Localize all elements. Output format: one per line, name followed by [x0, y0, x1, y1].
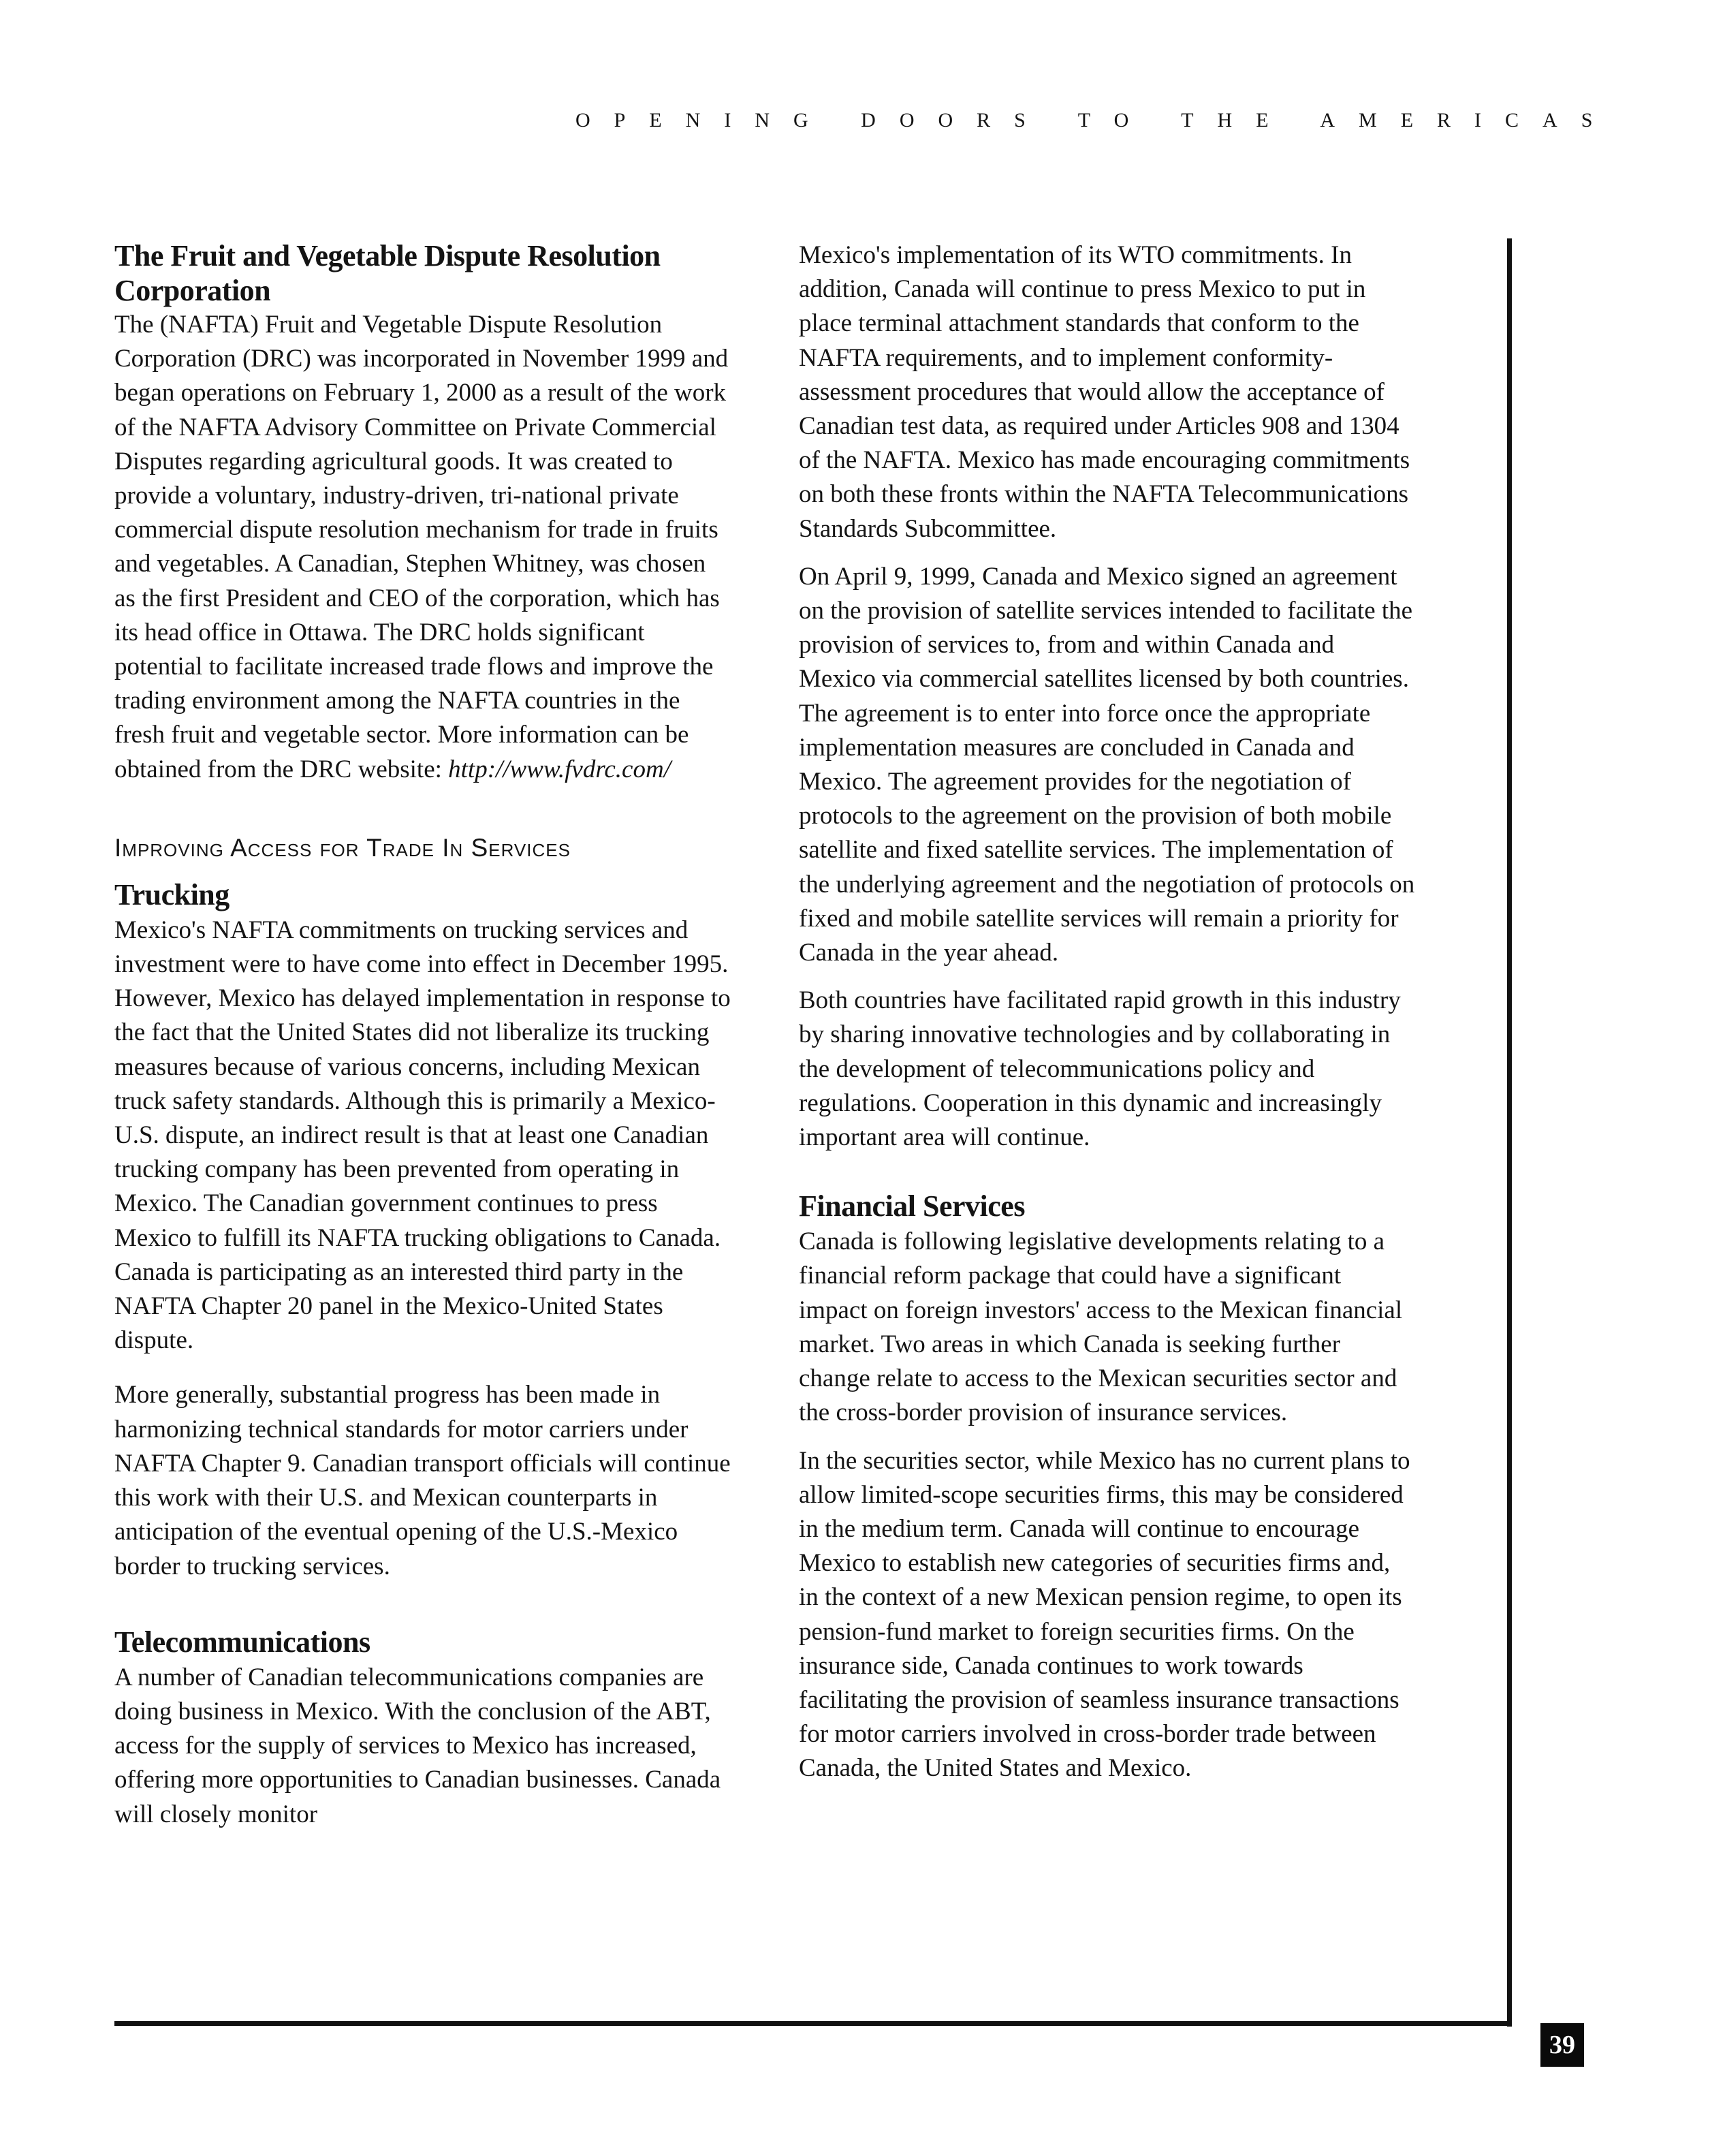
- telecommunications-paragraph-3: Both countries have facilitated rapid growth in this industry by sharing innovative technologies and by collaborating in the development of telecommunications policy and regulations. Cooperation in this dynamic and increasingly important area will continue.: [799, 986, 1401, 1152]
- section-heading-trade-in-services: Improving Access for Trade In Services: [114, 833, 571, 862]
- telecommunications-paragraph-2: On April 9, 1999, Canada and Mexico signed an agreement on the provision of satellite services intended to facilitate the provision of services to, from and within Canada and Mexico via commercial satellites licensed by both countries. The agreement is to enter into force once the appropriate implementation measures are concluded in Canada and Mexico. The agreement provides for the negotiation of protocols to the agreement on the provision of both mobile satellite and fixed satellite services. The implementation of the underlying agreement and the negotiation of protocols on fixed and mobile satellite services will remain a priority for Canada in the year ahead.: [799, 562, 1415, 967]
- drc-heading: The Fruit and Vegetable Dispute Resolution Corporation: [114, 239, 661, 307]
- drc-website-link[interactable]: http://www.fvdrc.com/: [448, 755, 671, 783]
- drc-body-text: The (NAFTA) Fruit and Vegetable Dispute Resolution Corporation (DRC) was incorporated in November 1999 and began operations on February 1, 2000 as a result of the work of the NAFTA Advisory Committee on Private Commercial Disputes regarding agricultural goods. It was created to provide a voluntary, industry-driven, tri-national private commercial dispute resolution mechanism for trade in fruits and vegetables. A Canadian, Stephen Whitney, was chosen as the first President and CEO of the corporation, which has its head office in Ottawa. The DRC holds significant potential to facilitate increased trade flows and improve the trading environment among the NAFTA countries in the fresh fruit and vegetable sector. More information can be obtained from the DRC website:: [114, 311, 729, 783]
- telecommunications-continued: Mexico's implementation of its WTO commitments. In addition, Canada will continue to press Mexico to put in place terminal attachment standards that conform to the NAFTA requirements, and to implement conformity-assessment procedures that would allow the acceptance of Canadian test data, as required under Articles 908 and 1304 of the NAFTA. Mexico has made encouraging commitments on both these fronts within the NAFTA Telecommunications Standards Subcommittee.: [799, 241, 1410, 543]
- page-number-badge: 39: [1540, 2023, 1584, 2067]
- horizontal-rule: [114, 2021, 1512, 2026]
- telecommunications-paragraph-1: A number of Canadian telecommunications companies are doing business in Mexico. With the conclusion of the ABT, access for the supply of services to Mexico has increased, offering more opportunities to Canadian businesses. Canada will closely monitor: [114, 1663, 721, 1828]
- financial-paragraph-1: Canada is following legislative developments relating to a financial reform package that could have a significant impact on foreign investors' access to the Mexican financial market. Two areas in which Canada is seeking further change relate to access to the Mexican securities sector and the cross-border provision of insurance services.: [799, 1228, 1403, 1427]
- right-column: [799, 238, 1415, 1800]
- drc-paragraph: [114, 308, 731, 787]
- vertical-rule: [1507, 238, 1512, 2027]
- telecommunications-heading: Telecommunications: [114, 1625, 370, 1659]
- trucking-paragraph-2: More generally, substantial progress has been made in harmonizing technical standards for motor carriers under NAFTA Chapter 9. Canadian transport officials will continue this work with their U.S. and Mexican counterparts in anticipation of the eventual opening of the U.S.-Mexico border to trucking services.: [114, 1381, 731, 1580]
- financial-paragraph-2: In the securities sector, while Mexico has no current plans to allow limited-scope securities firms, this may be considered in the medium term. Canada will continue to encourage Mexico to establish new categories of securities firms and, in the context of a new Mexican pension regime, to open its pension-fund market to foreign securities firms. On the insurance side, Canada continues to work towards facilitating the provision of seamless insurance transactions for motor carriers involved in cross-border trade between Canada, the United States and Mexico.: [799, 1446, 1410, 1783]
- trucking-paragraph-1: Mexico's NAFTA commitments on trucking services and investment were to have come into effect in December 1995. However, Mexico has delayed implementation in response to the fact that the United States did not liberalize its trucking measures because of various concerns, including Mexican truck safety standards. Although this is primarily a Mexico-U.S. dispute, an indirect result is that at least one Canadian trucking company has been prevented from operating in Mexico. The Canadian government continues to press Mexico to fulfill its NAFTA trucking obligations to Canada. Canada is participating as an interested third party in the NAFTA Chapter 20 panel in the Mexico-United States dispute.: [114, 916, 731, 1355]
- trucking-heading: Trucking: [114, 877, 230, 911]
- financial-services-heading: Financial Services: [799, 1189, 1025, 1223]
- left-column: [114, 238, 731, 1852]
- running-head: OPENING DOORS TO THE AMERICAS: [575, 109, 1617, 131]
